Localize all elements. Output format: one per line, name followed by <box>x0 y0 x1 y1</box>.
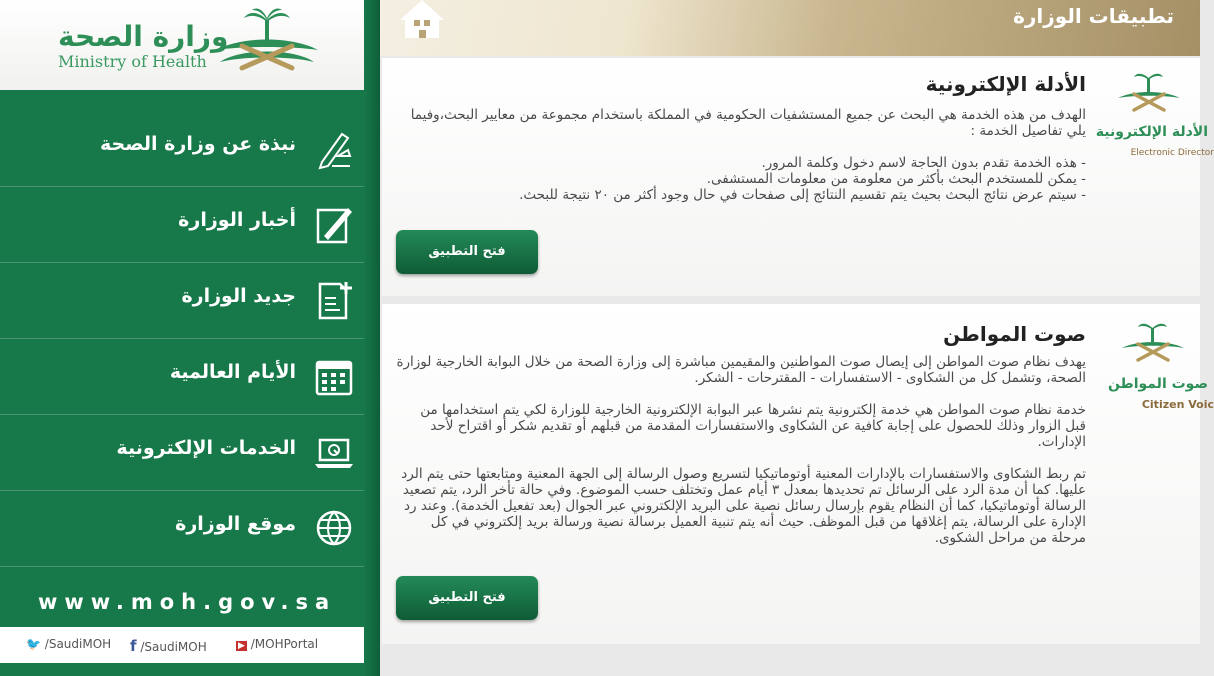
pen-edit-icon <box>312 126 356 170</box>
menu-item-label: الخدمات الإلكترونية <box>116 437 296 459</box>
facebook-icon: f <box>130 637 137 655</box>
open-app-button[interactable]: فتح التطبيق <box>396 230 538 274</box>
menu-item-about[interactable] <box>0 111 364 187</box>
twitter-icon: 🐦 <box>26 637 41 651</box>
youtube-icon: ▶ <box>238 641 245 651</box>
sidebar-edge <box>364 0 380 676</box>
facebook-handle: /SaudiMOH <box>140 640 207 654</box>
menu-item-label: الأيام العالمية <box>169 361 296 383</box>
calendar-icon <box>312 354 356 398</box>
twitter-handle: /SaudiMOH <box>44 637 112 651</box>
facebook-link[interactable] <box>130 637 207 655</box>
citizen-voice-logo <box>1104 318 1214 418</box>
youtube-link[interactable] <box>236 637 318 651</box>
menu-item-label: أخبار الوزارة <box>178 209 296 231</box>
page-title: تطبيقات الوزارة <box>1013 4 1174 28</box>
sidebar <box>0 0 380 676</box>
moh-emblem-icon <box>1118 320 1188 366</box>
menu-item-label: موقع الوزارة <box>175 513 296 535</box>
twitter-link[interactable] <box>26 637 111 651</box>
open-app-button[interactable]: فتح التطبيق <box>396 576 538 620</box>
app-card-electronic-directory <box>382 58 1214 296</box>
card-description <box>396 107 1086 203</box>
card-description <box>396 354 1086 562</box>
logo-english-text: Citizen Voic <box>1141 398 1214 411</box>
menu-item-new[interactable] <box>0 263 364 339</box>
electronic-directory-logo <box>1095 68 1214 168</box>
youtube-handle: /MOHPortal <box>250 637 319 651</box>
moh-emblem-icon <box>212 6 322 78</box>
logo-arabic-text: صوت المواطن <box>1107 376 1208 392</box>
menu-item-website[interactable] <box>0 491 364 567</box>
menu-item-news[interactable] <box>0 187 364 263</box>
laptop-icon <box>312 430 356 474</box>
card-paragraph: خدمة نظام صوت المواطن هي خدمة إلكترونية يتم نشرها عبر البوابة الإلكترونية الخارجية للوزارة لكي يتم استخدامها من قبل الزوار وذلك للحصول على إجابة كافية عن الشكاوى والاستفسارات المقدمة من قبلهم أو تقديم شكر أو اقتراح لأحد الإدارات. <box>420 402 1086 450</box>
news-edit-icon <box>312 202 356 246</box>
globe-icon <box>312 506 356 550</box>
social-links-bar <box>0 627 364 663</box>
menu-item-e-services[interactable] <box>0 415 364 491</box>
menu-item-world-days[interactable] <box>0 339 364 415</box>
card-bullet: - يمكن للمستخدم البحث بأكثر من معلومة من معلومات المستشفى. <box>706 171 1086 187</box>
moh-emblem-icon <box>1114 70 1184 116</box>
logo-arabic-text: وزارة الصحة <box>58 20 229 53</box>
card-title: صوت المواطن <box>943 322 1086 346</box>
home-icon[interactable] <box>396 0 448 40</box>
card-bullet: - سيتم عرض نتائج البحث بحيث يتم تقسيم النتائج إلى صفحات في حال وجود أكثر من ٢٠ نتيجة للبحث. <box>519 187 1086 203</box>
website-url[interactable]: www.moh.gov.sa <box>38 590 337 614</box>
card-paragraph: تم ربط الشكاوى والاستفسارات بالإدارات المعنية أوتوماتيكيا لتسريع وصول الرسالة إلى الجهة المعنية ومتابعتها حتى يتم الرد عليها. كما أن مدة الرد على الرسائل تم تحديدها بمعدل ٣ أيام عمل وتختلف حسب الموضوع. وفي حالة تأخر الرد، يتم تصعيد الرسالة أوتوماتيكيا، كما أن النظام يقوم بإرسال رسائل نصية على البريد الإلكتروني عبر الجوال (بعد تفعيل الخدمة). وعند رد الإدارة على الرسالة، يتم إغلاقها من قبل الموظف. حيث أنه يتم تنبية العميل برسالة نصية ورسالة بريد إلكتروني في كل مرحلة من مراحل الشكوى. <box>401 466 1086 546</box>
card-title: الأدلة الإلكترونية <box>925 72 1086 96</box>
logo-english-text: Ministry of Health <box>58 52 207 71</box>
card-paragraph: يهدف نظام صوت المواطن إلى إيصال صوت المواطنين والمقيمين مباشرة إلى وزارة الصحة من خلال البوابة الخارجية لوزارة الصحة، وتشمل كل من الشكاوى - الاستفسارات - المقترحات - الشكر. <box>396 354 1086 386</box>
logo-arabic-text: الأدلة الإلكترونية <box>1095 124 1208 140</box>
app-card-citizen-voice <box>382 304 1214 644</box>
logo-english-text: Electronic Director <box>1130 148 1214 158</box>
app-header <box>380 0 1200 56</box>
new-document-icon <box>312 278 356 322</box>
card-intro: الهدف من هذه الخدمة هي البحث عن جميع المستشفيات الحكومية في المملكة باستخدام مجموعة من معايير البحث،وفيما يلي تفاصيل الخدمة : <box>410 107 1086 139</box>
menu-item-label: نبذة عن وزارة الصحة <box>99 133 296 155</box>
menu-item-label: جديد الوزارة <box>181 285 296 307</box>
card-bullet: - هذه الخدمة تقدم بدون الحاجة لاسم دخول وكلمة المرور. <box>761 155 1086 171</box>
moh-logo <box>0 0 364 90</box>
